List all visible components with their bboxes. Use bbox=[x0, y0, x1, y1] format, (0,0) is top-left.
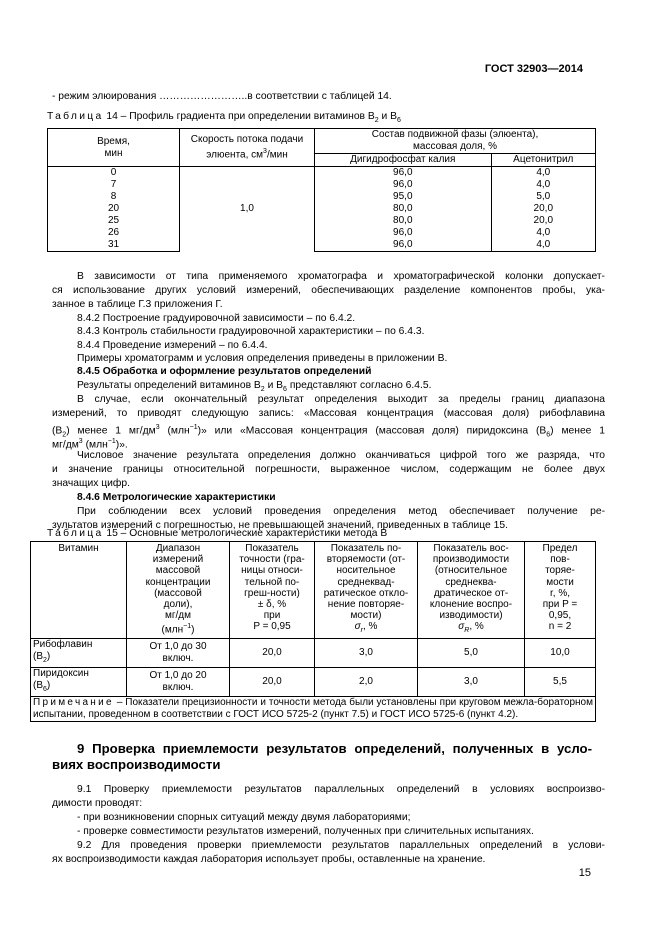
header-line: дратическое от- bbox=[433, 587, 509, 599]
table14-col-time-label: Время, bbox=[97, 135, 130, 147]
table14-cell-b: 20,0 bbox=[491, 203, 595, 215]
table14-col-b: Ацетонитрил bbox=[491, 154, 595, 167]
header-line: (относительное bbox=[434, 565, 508, 577]
table15-note-row bbox=[31, 696, 596, 721]
cell-text: включ. bbox=[162, 652, 194, 664]
note-label: Примечание bbox=[33, 696, 114, 708]
header-line: среднеквад- bbox=[337, 576, 395, 588]
table15-col-repeatability bbox=[315, 542, 418, 639]
paragraph-line: При соблюдении всех условий проведения определения метод обеспечивает получение ре- bbox=[77, 506, 605, 517]
table15-cell-delta: 20,0 bbox=[230, 667, 315, 696]
table15-cell-delta: 20,0 bbox=[230, 638, 315, 667]
table-row bbox=[48, 167, 596, 180]
header-line: при bbox=[263, 610, 281, 622]
text-run: Результаты определений витаминов B bbox=[77, 380, 261, 391]
header-line: массовой bbox=[155, 565, 201, 577]
table15-header-row bbox=[31, 542, 596, 639]
header-line: r bbox=[360, 627, 363, 635]
superscript: 3 bbox=[155, 424, 160, 431]
table14-cell-time: 7 bbox=[48, 179, 180, 191]
paragraph-line: и значение границы относительной погрешности, выраженное числом, содержащим не более двух bbox=[52, 464, 605, 475]
header-line: мости) bbox=[350, 610, 382, 622]
superscript: −1 bbox=[107, 438, 116, 445]
table14-col-flow-sup: 3 bbox=[263, 147, 267, 155]
heading-845: 8.4.5 Обработка и оформление результатов определений bbox=[77, 366, 372, 377]
paragraph-line: значащих цифр. bbox=[52, 478, 130, 489]
table15-cell-sR: 5,0 bbox=[418, 638, 525, 667]
table14-cell-a: 80,0 bbox=[315, 215, 492, 227]
table14-cell-time: 20 bbox=[48, 203, 180, 215]
header-line: изводимости) bbox=[439, 610, 503, 622]
header-line: греш-ности) bbox=[244, 587, 300, 599]
cell-text: включ. bbox=[162, 681, 194, 693]
table-row bbox=[48, 203, 596, 215]
table15-cell-r: 5,5 bbox=[525, 667, 596, 696]
table15-col-reproducibility bbox=[418, 542, 525, 639]
list-item: - при возникновении спорных ситуаций между двумя лабораториями; bbox=[77, 812, 411, 823]
list-item: - проверке совместимости результатов измерений, полученных при сличительных испытаниях. bbox=[77, 826, 534, 837]
header-line: Показатель bbox=[245, 543, 299, 554]
table14-caption-text: 14 – Профиль градиента при определении витаминов B bbox=[106, 111, 375, 122]
intro-line: - режим элюирования ……………………..в соответствии с таблицей 14. bbox=[52, 91, 392, 102]
cell-text: ) bbox=[46, 650, 51, 662]
table-row bbox=[48, 191, 596, 203]
paragraph-843: 8.4.3 Контроль стабильности градуировочной характеристики – по 6.4.3. bbox=[77, 326, 425, 337]
table15-caption bbox=[47, 528, 387, 539]
cell-text: ) bbox=[46, 679, 51, 691]
header-line: тельной по- bbox=[244, 576, 300, 588]
header-line: клонение воспро- bbox=[429, 599, 513, 611]
header-line: точности (гра- bbox=[239, 554, 305, 566]
table15-cell-range bbox=[127, 667, 230, 696]
header-line: мости bbox=[546, 576, 574, 588]
table14-caption bbox=[47, 111, 401, 124]
header-line: r, %, bbox=[549, 587, 570, 599]
text-run: (B bbox=[52, 425, 63, 437]
header-line: доли), bbox=[163, 599, 193, 611]
paragraph-844: 8.4.4 Проведение измерений – по 6.4.4. bbox=[77, 340, 268, 351]
paragraph-line: димости проводят: bbox=[52, 798, 143, 809]
table14-col-flow-label: Скорость потока подачи bbox=[190, 133, 304, 145]
header-line: Показатель по- bbox=[330, 543, 402, 554]
header-line: ницы относи- bbox=[241, 565, 303, 577]
subscript: 2 bbox=[43, 656, 47, 664]
table15-col-vitamin: Витамин bbox=[31, 542, 127, 639]
table14-cell-time: 0 bbox=[48, 167, 180, 180]
table15-col-accuracy bbox=[230, 542, 315, 639]
table15-cell-vitamin bbox=[31, 667, 127, 696]
paragraph-line: ся использование других условий измерений, обеспечивающих разделение компонентов пробы, ука- bbox=[52, 285, 605, 296]
table14-col-flow bbox=[180, 129, 315, 167]
subscript: 6 bbox=[283, 386, 287, 394]
header-line: при P = bbox=[542, 599, 578, 611]
table14-col-phase-label2: массовая доля, % bbox=[413, 141, 497, 152]
table-row bbox=[31, 638, 596, 667]
table15-note bbox=[31, 696, 596, 721]
table14-col-phase-label: Состав подвижной фазы (элюента), bbox=[371, 129, 539, 140]
table14-col-a: Дигидрофосфат калия bbox=[315, 154, 492, 167]
table14-cell-time: 25 bbox=[48, 215, 180, 227]
table15-cell-sR: 3,0 bbox=[418, 667, 525, 696]
table15-cell-vitamin bbox=[31, 638, 127, 667]
text-run: ) менее 1 bbox=[550, 425, 605, 437]
paragraph-line: 9.2 Для проведения проверки приемлемости результатов параллельных определений в услови- bbox=[77, 840, 605, 851]
table-row bbox=[48, 215, 596, 227]
paragraph-line: 9.1 Проверку приемлемости результатов параллельных определений в условиях воспроизво- bbox=[77, 784, 605, 795]
table14-caption-sub1: 2 bbox=[374, 117, 379, 125]
header-line: измерений bbox=[152, 554, 204, 566]
table14-cell-b: 20,0 bbox=[491, 215, 595, 227]
table14-cell-flow: 1,0 bbox=[180, 167, 315, 252]
paragraph-line: ях воспроизводимости каждая лаборатория использует пробы, оставленные на хранение. bbox=[52, 854, 486, 865]
table14-cell-time: 31 bbox=[48, 239, 180, 252]
paragraph-line: измерений, то приводят следующую запись: «Массовая концентрация (массовая доля) рибофлавина bbox=[52, 408, 605, 419]
table14-cell-b: 4,0 bbox=[491, 167, 595, 180]
table14-caption-sub2: 6 bbox=[397, 117, 401, 125]
header-line: σ bbox=[354, 621, 361, 633]
table14-cell-time: 26 bbox=[48, 227, 180, 239]
header-line: вторяемости (от- bbox=[326, 554, 406, 566]
header-line: ратическое откло- bbox=[323, 587, 409, 599]
subscript: 6 bbox=[546, 431, 551, 439]
cell-text: (B bbox=[33, 650, 43, 662]
header-line: торяе- bbox=[545, 565, 575, 577]
paragraph-line: занное в таблице Г.3 приложения Г. bbox=[52, 299, 223, 310]
header-line: концентрации bbox=[145, 576, 211, 588]
header-line: σ bbox=[458, 621, 465, 633]
subscript: 2 bbox=[62, 431, 67, 439]
table15 bbox=[30, 541, 596, 722]
table14 bbox=[47, 128, 596, 252]
header-line: R bbox=[464, 627, 470, 635]
superscript: 3 bbox=[78, 438, 83, 445]
note-text: – Показатели прецизионности и точности метода были установлены при круговом межла-бораторном испытании, проведенном в соответствии с ГОСТ ИСО 5725-2 (пункт 7.5) и ГОСТ ИСО 5725-6 (пункт 4.2). bbox=[33, 696, 593, 720]
table14-col-flow-label3: /мин bbox=[266, 149, 288, 161]
table14-cell-a: 95,0 bbox=[315, 191, 492, 203]
table14-cell-time: 8 bbox=[48, 191, 180, 203]
text-run: мг/дм bbox=[52, 439, 79, 451]
header-line: , % bbox=[469, 621, 484, 633]
table14-col-flow-label2: элюента, см bbox=[206, 149, 264, 161]
table15-cell-r: 10,0 bbox=[525, 638, 596, 667]
header-line: Диапазон bbox=[155, 543, 201, 554]
text-run: представляют согласно 6.4.5. bbox=[286, 380, 432, 391]
header-line: , % bbox=[362, 621, 378, 633]
heading-846: 8.4.6 Метрологические характеристики bbox=[77, 492, 276, 503]
table14-caption-and: и B bbox=[378, 111, 398, 122]
header-line: 0,95, bbox=[548, 610, 572, 622]
text-run: )» или «Массовая концентрация (массовая доля) пиридоксина (B bbox=[197, 425, 547, 437]
table15-cell-sr: 2,0 bbox=[315, 667, 418, 696]
header-line: (млн bbox=[161, 624, 184, 636]
table14-cell-b: 4,0 bbox=[491, 239, 595, 252]
table14-cell-b: 4,0 bbox=[491, 179, 595, 191]
table-row bbox=[31, 667, 596, 696]
table15-col-limit bbox=[525, 542, 596, 639]
subscript: 6 bbox=[43, 685, 47, 693]
table14-caption-word: Таблица bbox=[47, 111, 104, 122]
table15-col-range: Диапазон измерений массовой концентрации (массовой доли), мг/дм (млн$^{-1}$) bbox=[127, 542, 230, 639]
table14-col-phase bbox=[315, 129, 596, 154]
header-line: нение повторяе- bbox=[327, 599, 405, 611]
section9-title: 9 Проверка приемлемости результатов определений, полученных в усло-виях воспроизводимости bbox=[52, 741, 592, 772]
page-number: 15 bbox=[578, 867, 591, 879]
header-line: мг/дм bbox=[164, 610, 191, 622]
cell-text: Рибофлавин bbox=[33, 638, 93, 650]
text-run: (млн bbox=[82, 439, 108, 451]
table14-cell-b: 5,0 bbox=[491, 191, 595, 203]
header-line: ) bbox=[191, 624, 195, 636]
header-line: производимости bbox=[432, 554, 510, 566]
cell-text: Пиридоксин bbox=[33, 667, 89, 679]
table15-caption-word: Таблица bbox=[47, 528, 104, 539]
paragraph-842: 8.4.2 Построение градуировочной зависимости – по 6.4.2. bbox=[77, 313, 356, 324]
paragraph-examples: Примеры хроматограмм и условия определения приведены в приложении В. bbox=[77, 353, 448, 364]
paragraph-line: Числовое значение результата определения должно оканчиваться цифрой того же разряда, что bbox=[77, 450, 605, 461]
header-line: (массовой bbox=[154, 587, 202, 599]
header-line: носительное bbox=[336, 565, 396, 577]
subscript: 2 bbox=[260, 386, 265, 394]
header-line: среднеква- bbox=[445, 576, 497, 588]
table14-cell-a: 80,0 bbox=[315, 203, 492, 215]
header-line: ± δ, % bbox=[257, 599, 287, 611]
table14-header-row bbox=[48, 129, 596, 154]
text-run: и B bbox=[264, 380, 284, 391]
table-row bbox=[48, 227, 596, 239]
cell-text: От 1,0 до 30 bbox=[149, 640, 207, 652]
table-row bbox=[48, 179, 596, 191]
text-run: (млн bbox=[159, 425, 190, 437]
paragraph-line: зультатов измерений с погрешностью, не превышающей значений, приведенных в таблице 15. bbox=[52, 520, 508, 531]
header-line: пов- bbox=[550, 554, 570, 566]
table15-cell-sr: 3,0 bbox=[315, 638, 418, 667]
cell-text: (B bbox=[33, 679, 43, 691]
header-line: Предел bbox=[542, 543, 578, 554]
text-run: )». bbox=[115, 439, 128, 451]
table14-cell-a: 96,0 bbox=[315, 227, 492, 239]
header-line: Показатель вос- bbox=[433, 543, 509, 554]
table15-caption-text: 15 – Основные метрологические характеристики метода В bbox=[106, 528, 388, 539]
table15-cell-range bbox=[127, 638, 230, 667]
table14-cell-a: 96,0 bbox=[315, 179, 492, 191]
text-run: ) менее 1 мг/дм bbox=[66, 425, 156, 437]
table14-cell-a: 96,0 bbox=[315, 167, 492, 180]
superscript: −1 bbox=[189, 424, 198, 431]
paragraph-line: В случае, если окончательный результат определения выходит за пределы границ диапазона bbox=[77, 394, 605, 405]
header-line: n = 2 bbox=[548, 621, 572, 633]
header-line: P = 0,95 bbox=[253, 621, 291, 633]
table14-col-time bbox=[48, 129, 180, 167]
cell-text: От 1,0 до 20 bbox=[149, 669, 207, 681]
paragraph-line: В зависимости от типа применяемого хроматографа и хроматографической колонки допускает- bbox=[77, 271, 605, 282]
document-code: ГОСТ 32903—2014 bbox=[484, 63, 583, 75]
table14-cell-b: 4,0 bbox=[491, 227, 595, 239]
table-row bbox=[48, 239, 596, 252]
table14-cell-a: 96,0 bbox=[315, 239, 492, 252]
table14-col-time-unit: мин bbox=[104, 147, 123, 159]
